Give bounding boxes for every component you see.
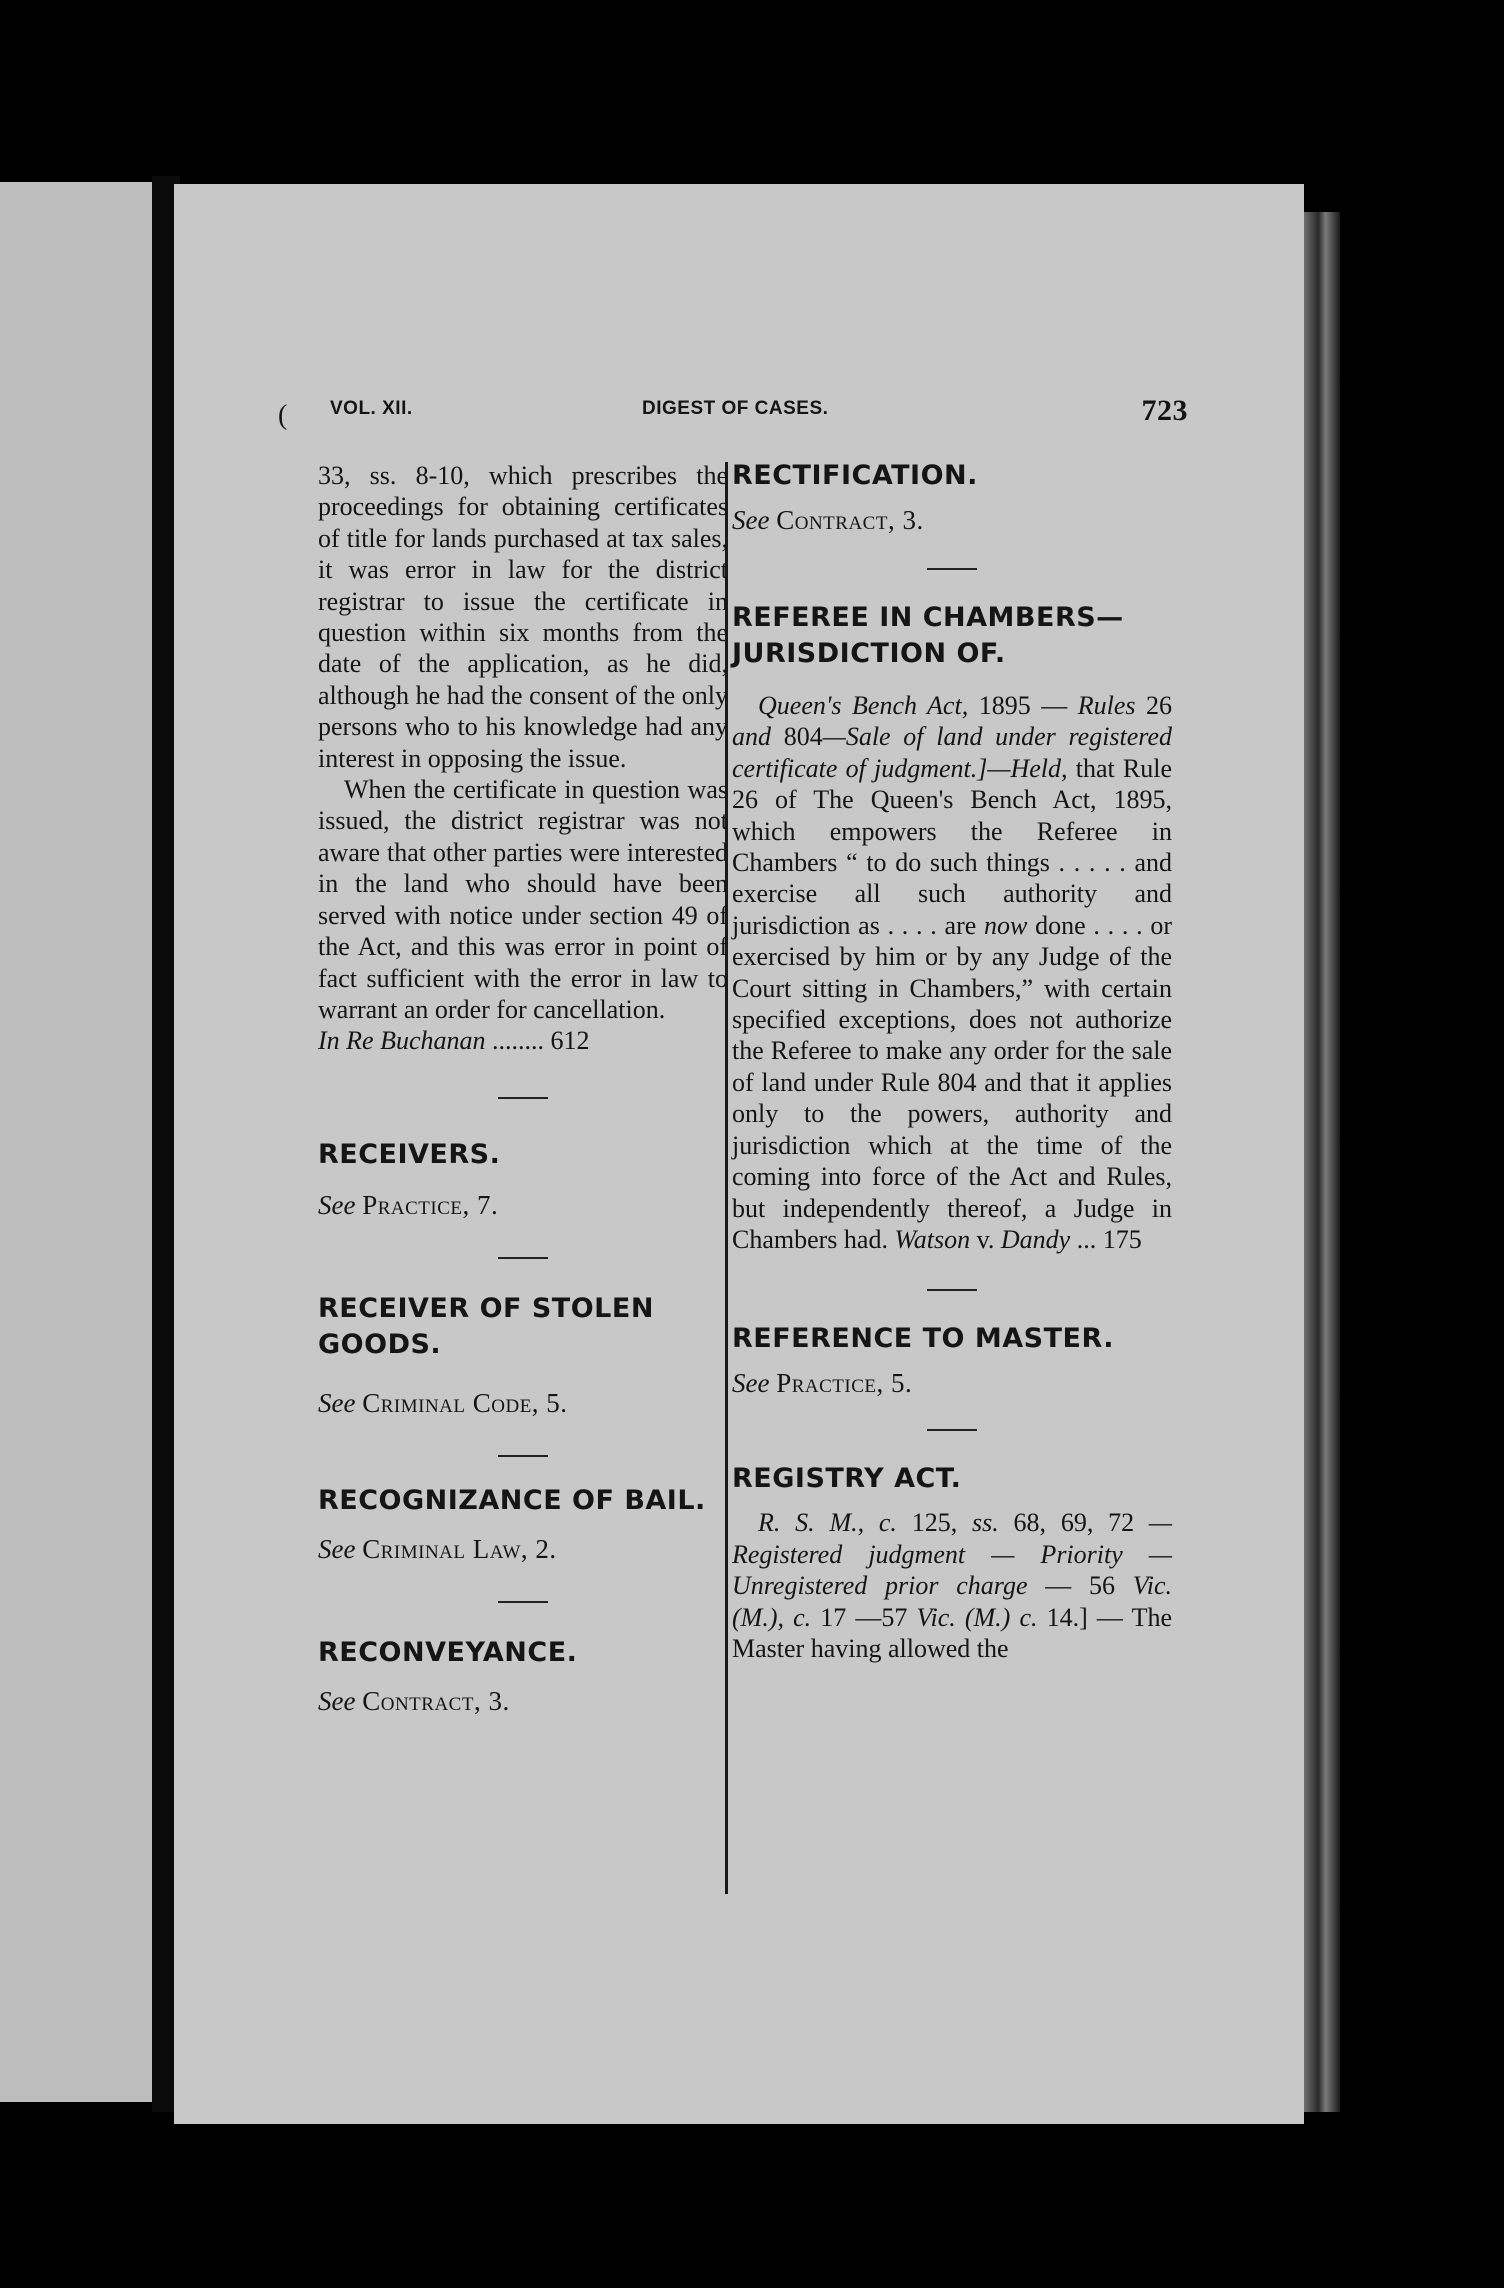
- cross-reference: See Practice, 7.: [318, 1189, 499, 1220]
- cross-reference: See Criminal Law, 2.: [318, 1533, 557, 1564]
- heading-reconveyance: RECONVEYANCE.: [318, 1636, 578, 1668]
- left-column: [318, 460, 728, 1719]
- heading-recognizance-of-bail: RECOGNIZANCE OF BAIL.: [318, 1484, 706, 1516]
- heading-referee-in-chambers: REFEREE IN CHAMBERS— JURISDICTION OF.: [732, 602, 1124, 669]
- cross-reference: See Criminal Code, 5.: [318, 1387, 568, 1418]
- continued-entry-paragraph-2: When the certificate in question was issued, the district registrar was not aware that other parties were interested in the land who should have been served with notice under section 49 of the Act, and this was error in point of fact sufficient with the error in law to warrant an order for cancellation.: [318, 775, 728, 1024]
- continued-entry-paragraph: 33, ss. 8-10, which prescribes the proceedings for obtaining certificates of title for lands purchased at tax sales, it was error in law for the district registrar to issue the certificate in question within six months from the date of the application, as he did, although he had the consent of the only persons who to his knowledge had any interest in opposing the issue.: [318, 461, 728, 773]
- page-number: 723: [1141, 394, 1188, 427]
- running-title: DIGEST OF CASES.: [642, 398, 829, 419]
- heading-rectification: RECTIFICATION.: [732, 460, 978, 491]
- cross-reference: See Contract, 3.: [732, 505, 924, 535]
- cross-reference: See Contract, 3.: [318, 1685, 510, 1716]
- running-header: [278, 394, 1188, 432]
- heading-receivers: RECEIVERS.: [318, 1138, 501, 1170]
- heading-reference-to-master: REFERENCE TO MASTER.: [732, 1323, 1115, 1355]
- heading-receiver-stolen-goods: RECEIVER OF STOLEN GOODS.: [318, 1292, 654, 1360]
- heading-registry-act: REGISTRY ACT.: [732, 1463, 962, 1495]
- cross-reference: See Practice, 5.: [732, 1368, 913, 1399]
- bracket-mark: (: [278, 400, 288, 431]
- entry-referee-jurisdiction: Queen's Bench Act, 1895 — Rules 26 and 804—Sale of land under registered certificate of judgment.]—Held, that Rule 26 of The Queen's Bench Act, 1895, which empowers the Referee in Chambers “ to do such things . . . . . and exercise all such authority and jurisdiction as . . . . are now done . . . . or exercised by him or by any Judge of the Court sitting in Chambers,” with certain specified exceptions, does not authorize the Referee to make any order for the sale of land under Rule 804 and that it applies only to the powers, authority and jurisdiction which at the time of the coming into force of the Act and Rules, but independently thereof, a Judge in Chambers had. Watson v. Dandy ... 175: [732, 691, 1173, 1254]
- entry-registry-act: R. S. M., c. 125, ss. 68, 69, 72 —Registered judgment — Priority — Unregistered prior charge — 56 Vic. (M.), c. 17 —57 Vic. (M.) c. 14.] — The Master having allowed the: [732, 1508, 1173, 1663]
- right-column: [732, 458, 1172, 1664]
- case-citation: In Re Buchanan ........ 612: [318, 1026, 590, 1056]
- volume-label: VOL. XII.: [330, 398, 413, 419]
- page-stack-edge: [1304, 212, 1340, 2112]
- adjacent-page-edge: [0, 182, 152, 2102]
